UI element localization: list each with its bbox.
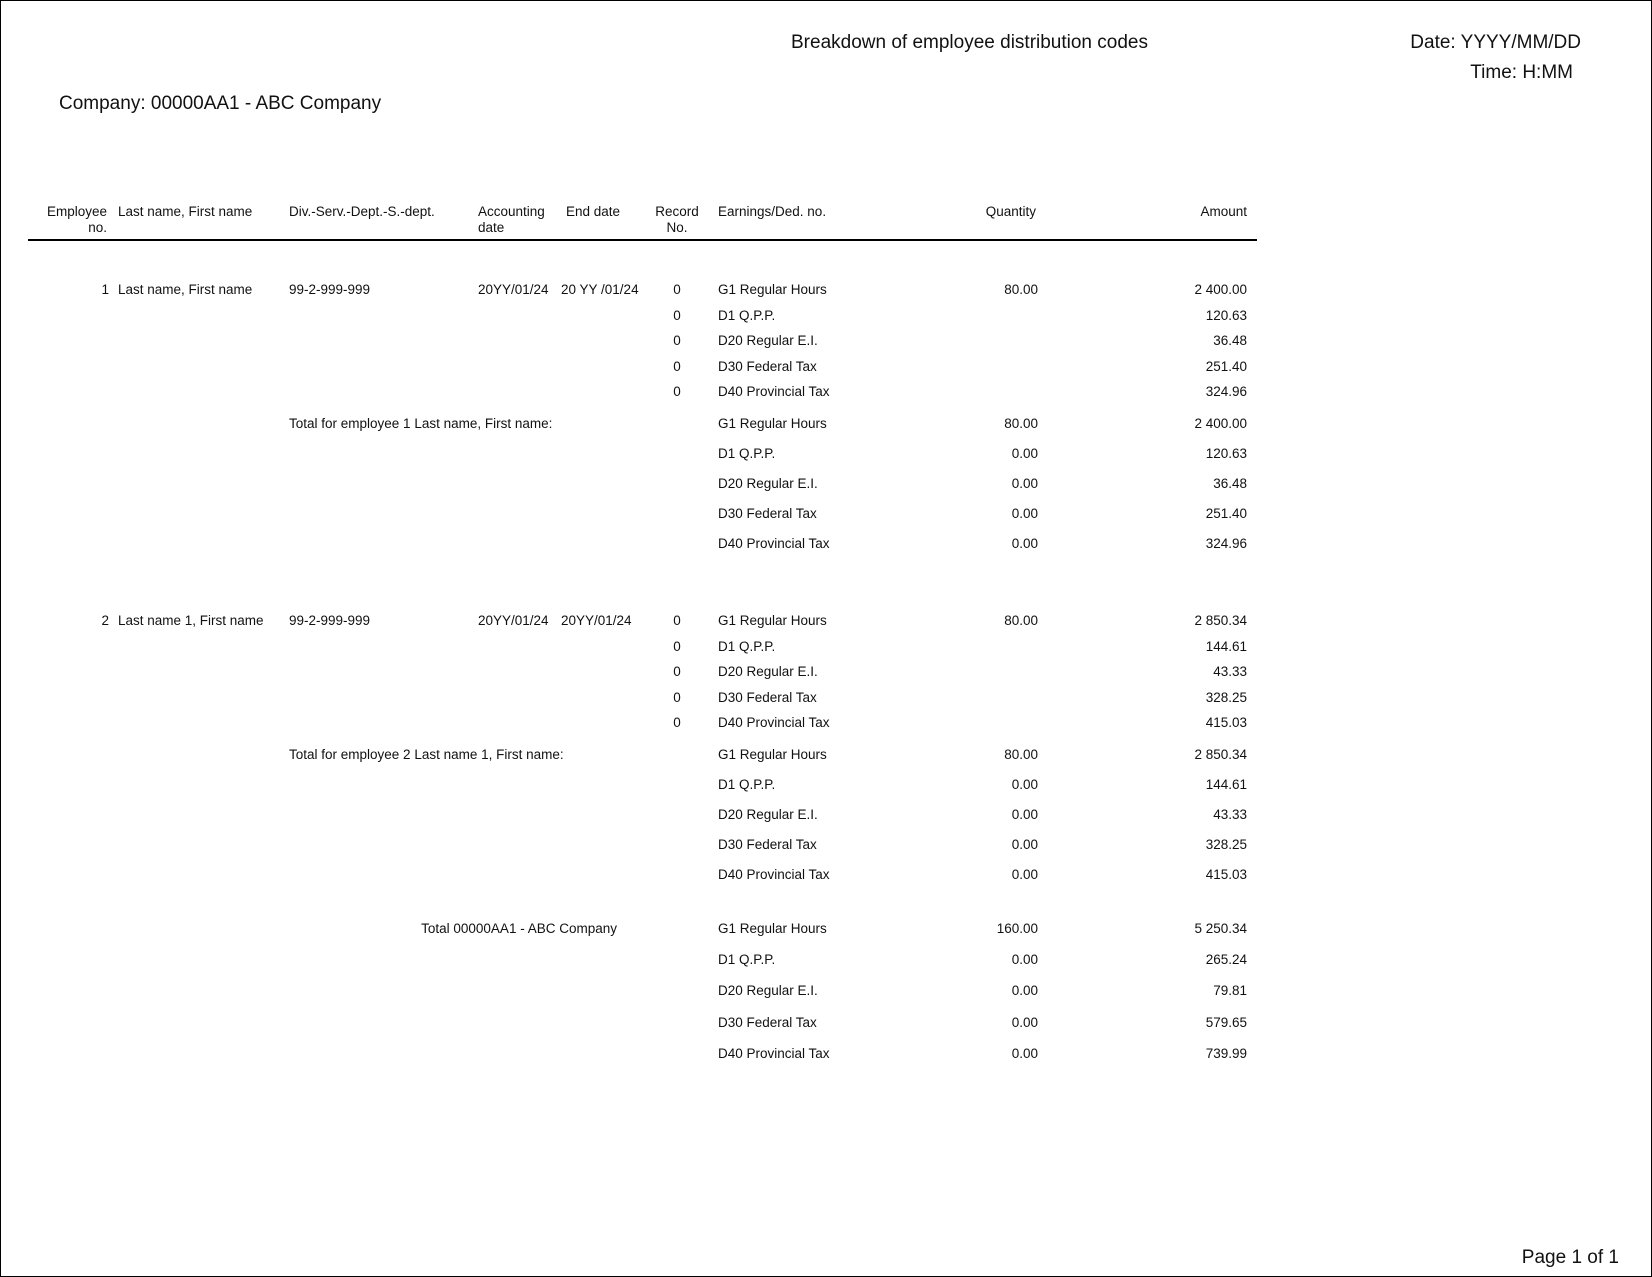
total-earnings-code: D20 Regular E.I.	[718, 476, 818, 491]
line-amount: 324.96	[1205, 384, 1247, 399]
company-label: Company: 00000AA1 - ABC Company	[59, 93, 382, 114]
col-header-quantity: Quantity	[985, 204, 1036, 219]
employee-name: Last name 1, First name	[118, 613, 264, 628]
col-header-employee-no	[21, 204, 107, 236]
total-amount: 120.63	[1205, 446, 1247, 461]
total-amount: 36.48	[1213, 476, 1247, 491]
header-divider	[28, 239, 1257, 241]
employee-division: 99-2-999-999	[289, 282, 371, 297]
total-quantity: 0.00	[1011, 777, 1038, 792]
line-earnings-code: G1 Regular Hours	[718, 613, 827, 628]
total-amount: 144.61	[1205, 777, 1247, 792]
company-total-amount: 739.99	[1205, 1046, 1247, 1061]
line-record-no: 0	[673, 384, 681, 399]
total-quantity: 0.00	[1011, 536, 1038, 551]
line-earnings-code: G1 Regular Hours	[718, 282, 827, 297]
line-quantity: 80.00	[1004, 282, 1038, 297]
line-earnings-code: D30 Federal Tax	[718, 359, 817, 374]
col-header-record-no-line1: Record	[655, 204, 699, 219]
employee-name: Last name, First name	[118, 282, 253, 297]
page-number: Page 1 of 1	[1521, 1247, 1619, 1268]
total-amount: 251.40	[1205, 506, 1247, 521]
company-total-quantity: 160.00	[996, 921, 1038, 936]
total-earnings-code: D30 Federal Tax	[718, 506, 817, 521]
line-amount: 120.63	[1205, 308, 1247, 323]
line-amount: 415.03	[1205, 715, 1247, 730]
line-earnings-code: D40 Provincial Tax	[718, 384, 830, 399]
line-earnings-code: D40 Provincial Tax	[718, 715, 830, 730]
total-earnings-code: G1 Regular Hours	[718, 416, 827, 431]
total-amount: 2 850.34	[1194, 747, 1247, 762]
total-earnings-code: D40 Provincial Tax	[718, 536, 830, 551]
employee-total-label: Total for employee 2 Last name 1, First name:	[289, 747, 564, 762]
col-header-employee-no-line2: no.	[88, 220, 107, 235]
total-earnings-code: D30 Federal Tax	[718, 837, 817, 852]
total-quantity: 0.00	[1011, 506, 1038, 521]
line-record-no: 0	[673, 664, 681, 679]
line-record-no: 0	[673, 690, 681, 705]
employee-accounting-date: 20YY/01/24	[478, 282, 549, 297]
total-quantity: 0.00	[1011, 476, 1038, 491]
company-total-quantity: 0.00	[1011, 952, 1038, 967]
col-header-division: Div.-Serv.-Dept.-S.-dept.	[289, 204, 435, 219]
col-header-record-no	[647, 204, 707, 236]
company-total-quantity: 0.00	[1011, 983, 1038, 998]
line-quantity: 80.00	[1004, 613, 1038, 628]
total-amount: 415.03	[1205, 867, 1247, 882]
line-amount: 328.25	[1205, 690, 1247, 705]
line-earnings-code: D1 Q.P.P.	[718, 639, 776, 654]
company-total-quantity: 0.00	[1011, 1046, 1038, 1061]
total-earnings-code: D40 Provincial Tax	[718, 867, 830, 882]
total-quantity: 0.00	[1011, 807, 1038, 822]
total-earnings-code: D1 Q.P.P.	[718, 777, 776, 792]
total-amount: 328.25	[1205, 837, 1247, 852]
line-record-no: 0	[673, 715, 681, 730]
total-amount: 2 400.00	[1194, 416, 1247, 431]
total-quantity: 0.00	[1011, 867, 1038, 882]
line-earnings-code: D1 Q.P.P.	[718, 308, 776, 323]
company-total-quantity: 0.00	[1011, 1015, 1038, 1030]
col-header-name: Last name, First name	[118, 204, 253, 219]
company-total-label: Total 00000AA1 - ABC Company	[421, 921, 617, 936]
line-amount: 2 400.00	[1194, 282, 1247, 297]
col-header-accounting-date	[478, 204, 545, 236]
total-earnings-code: D1 Q.P.P.	[718, 446, 776, 461]
line-earnings-code: D30 Federal Tax	[718, 690, 817, 705]
col-header-accounting-date-line2: date	[478, 220, 505, 235]
report-title: Breakdown of employee distribution codes	[791, 32, 1148, 53]
company-total-amount: 5 250.34	[1194, 921, 1247, 936]
company-total-earnings-code: D20 Regular E.I.	[718, 983, 818, 998]
line-record-no: 0	[673, 308, 681, 323]
company-total-earnings-code: D1 Q.P.P.	[718, 952, 776, 967]
company-total-earnings-code: D40 Provincial Tax	[718, 1046, 830, 1061]
employee-end-date: 20 YY /01/24	[561, 282, 639, 297]
total-amount: 324.96	[1205, 536, 1247, 551]
total-earnings-code: D20 Regular E.I.	[718, 807, 818, 822]
col-header-end-date: End date	[566, 204, 621, 219]
line-record-no: 0	[673, 613, 681, 628]
employee-end-date: 20YY/01/24	[561, 613, 632, 628]
total-quantity: 0.00	[1011, 446, 1038, 461]
col-header-amount: Amount	[1200, 204, 1247, 219]
employee-no: 2	[101, 613, 109, 628]
company-total-earnings-code: D30 Federal Tax	[718, 1015, 817, 1030]
employee-accounting-date: 20YY/01/24	[478, 613, 549, 628]
line-amount: 251.40	[1205, 359, 1247, 374]
report-time: Time: H:MM	[1470, 62, 1573, 83]
col-header-accounting-date-line1: Accounting	[478, 204, 545, 219]
col-header-record-no-line2: No.	[666, 220, 688, 235]
total-quantity: 0.00	[1011, 837, 1038, 852]
line-record-no: 0	[673, 282, 681, 297]
col-header-earnings: Earnings/Ded. no.	[718, 204, 827, 219]
line-amount: 36.48	[1213, 333, 1247, 348]
total-earnings-code: G1 Regular Hours	[718, 747, 827, 762]
employee-division: 99-2-999-999	[289, 613, 371, 628]
company-total-amount: 79.81	[1213, 983, 1247, 998]
total-amount: 43.33	[1213, 807, 1247, 822]
total-quantity: 80.00	[1004, 747, 1038, 762]
employee-total-label: Total for employee 1 Last name, First name:	[289, 416, 553, 431]
line-earnings-code: D20 Regular E.I.	[718, 333, 818, 348]
col-header-employee-no-line1: Employee	[46, 204, 107, 219]
report-date: Date: YYYY/MM/DD	[1410, 32, 1581, 53]
company-total-amount: 579.65	[1205, 1015, 1247, 1030]
total-quantity: 80.00	[1004, 416, 1038, 431]
line-record-no: 0	[673, 359, 681, 374]
line-amount: 43.33	[1213, 664, 1247, 679]
company-total-earnings-code: G1 Regular Hours	[718, 921, 827, 936]
company-total-amount: 265.24	[1205, 952, 1247, 967]
line-amount: 144.61	[1205, 639, 1247, 654]
employee-no: 1	[101, 282, 109, 297]
line-record-no: 0	[673, 333, 681, 348]
line-amount: 2 850.34	[1194, 613, 1247, 628]
line-earnings-code: D20 Regular E.I.	[718, 664, 818, 679]
line-record-no: 0	[673, 639, 681, 654]
